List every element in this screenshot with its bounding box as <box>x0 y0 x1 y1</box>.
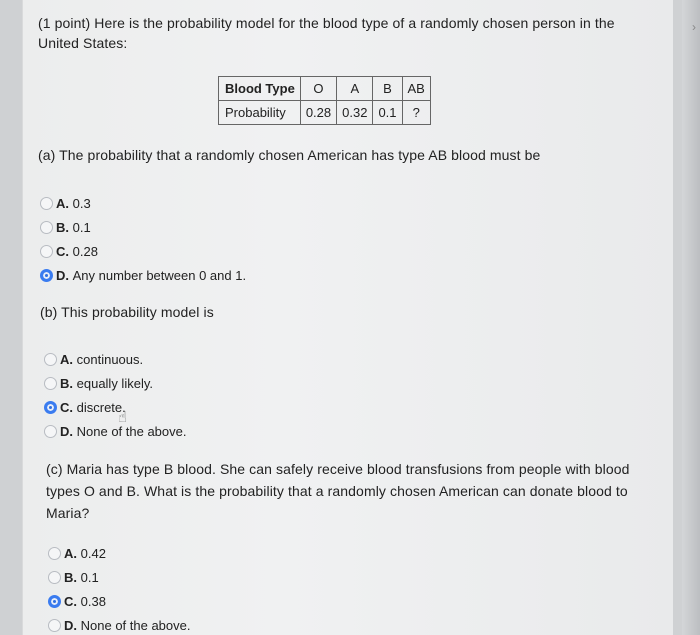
table-cell: B <box>373 77 402 101</box>
radio-button[interactable] <box>48 619 61 632</box>
chevron-right-icon: › <box>692 20 696 34</box>
radio-button[interactable] <box>44 353 57 366</box>
probability-table <box>218 76 431 125</box>
table-cell: Blood Type <box>219 77 301 101</box>
radio-button[interactable] <box>40 221 53 234</box>
option-text: 0.1 <box>80 569 99 585</box>
table-cell: A <box>337 77 373 101</box>
option-c-d[interactable] <box>48 615 190 635</box>
radio-button[interactable] <box>48 571 61 584</box>
option-text: continuous. <box>76 351 144 367</box>
table-cell: 0.1 <box>373 101 402 125</box>
option-b-d[interactable] <box>44 421 186 441</box>
radio-button-selected[interactable] <box>48 595 61 608</box>
radio-button[interactable] <box>40 197 53 210</box>
option-text: 0.28 <box>72 243 98 259</box>
radio-button[interactable] <box>44 425 57 438</box>
option-letter: A. <box>64 545 77 561</box>
hand-pointer-icon: ☝ <box>118 409 128 426</box>
option-letter: D. <box>56 267 69 283</box>
option-letter: B. <box>56 219 69 235</box>
table-cell: Probability <box>219 101 301 125</box>
table-row <box>219 101 431 125</box>
table-cell: ? <box>402 101 430 125</box>
option-letter: B. <box>60 375 73 391</box>
option-b-b[interactable] <box>44 373 153 393</box>
scroll-edge <box>682 0 700 635</box>
option-text: Any number between 0 and 1. <box>72 267 247 283</box>
problem-intro: (1 point) Here is the probability model for the blood type of a randomly chosen person in the United States: <box>38 15 615 51</box>
table-cell: 0.28 <box>300 101 336 125</box>
option-letter: B. <box>64 569 77 585</box>
option-text: equally likely. <box>76 375 153 391</box>
option-text: 0.38 <box>80 593 106 609</box>
option-c-b[interactable] <box>48 567 99 587</box>
option-text: None of the above. <box>76 423 187 439</box>
question-c: (c) Maria has type B blood. She can safely receive blood transfusions from people with blood types O and B. What is the probability that a randomly chosen American can donate blood to Maria? <box>46 461 630 521</box>
option-letter: A. <box>60 351 73 367</box>
option-text: None of the above. <box>80 617 191 633</box>
question-b: (b) This probability model is <box>40 304 214 320</box>
option-a-b[interactable] <box>40 217 91 237</box>
table-cell: AB <box>402 77 430 101</box>
option-text: 0.1 <box>72 219 91 235</box>
option-a-d[interactable] <box>40 265 246 285</box>
table-cell: 0.32 <box>337 101 373 125</box>
question-a: (a) The probability that a randomly chosen American has type AB blood must be <box>38 147 541 163</box>
radio-button[interactable] <box>48 547 61 560</box>
option-text: 0.42 <box>80 545 106 561</box>
table-header-row <box>219 77 431 101</box>
option-letter: C. <box>64 593 77 609</box>
option-letter: A. <box>56 195 69 211</box>
option-letter: C. <box>56 243 69 259</box>
option-letter: D. <box>60 423 73 439</box>
option-c-c[interactable] <box>48 591 106 611</box>
table-cell: O <box>300 77 336 101</box>
radio-button[interactable] <box>40 245 53 258</box>
option-c-a[interactable] <box>48 543 106 563</box>
option-b-c[interactable] <box>44 397 126 417</box>
option-letter: C. <box>60 399 73 415</box>
option-b-a[interactable] <box>44 349 143 369</box>
option-a-a[interactable] <box>40 193 91 213</box>
radio-button-selected[interactable] <box>40 269 53 282</box>
option-text: 0.3 <box>72 195 91 211</box>
option-a-c[interactable] <box>40 241 98 261</box>
radio-button-selected[interactable] <box>44 401 57 414</box>
radio-button[interactable] <box>44 377 57 390</box>
option-text: discrete. <box>76 399 126 415</box>
option-letter: D. <box>64 617 77 633</box>
